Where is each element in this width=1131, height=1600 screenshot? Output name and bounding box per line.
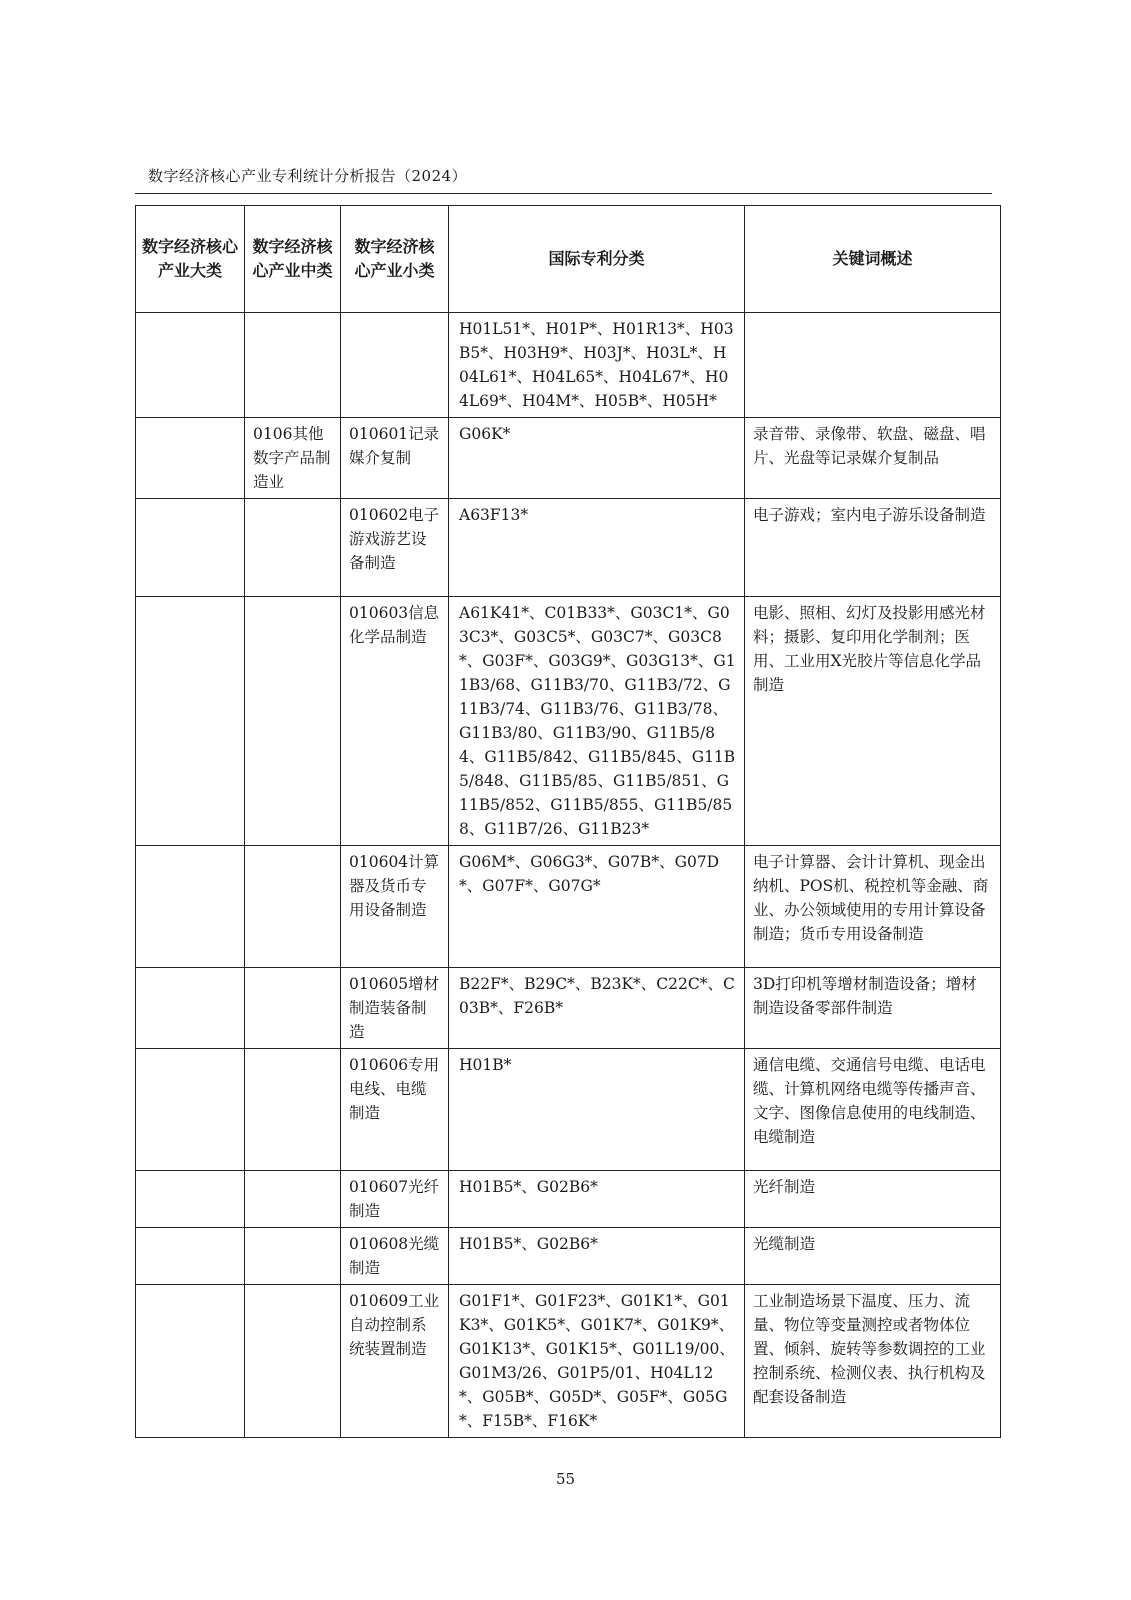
header-major: 数字经济核心产业大类 xyxy=(136,206,245,313)
table-row xyxy=(136,1285,1001,1438)
cell-major xyxy=(136,313,245,418)
classification-table xyxy=(135,205,1001,1438)
cell-ipc: A63F13* xyxy=(449,499,745,597)
cell-middle xyxy=(245,499,341,597)
cell-major xyxy=(136,1171,245,1228)
cell-ipc: H01B* xyxy=(449,1049,745,1171)
cell-ipc: G06M*、G06G3*、G07B*、G07D*、G07F*、G07G* xyxy=(449,846,745,968)
header-ipc: 国际专利分类 xyxy=(449,206,745,313)
cell-middle xyxy=(245,968,341,1049)
cell-ipc: H01B5*、G02B6* xyxy=(449,1228,745,1285)
cell-keywords: 光纤制造 xyxy=(745,1171,1001,1228)
cell-major xyxy=(136,499,245,597)
cell-major xyxy=(136,1285,245,1438)
cell-major xyxy=(136,846,245,968)
header-keywords: 关键词概述 xyxy=(745,206,1001,313)
table-row xyxy=(136,418,1001,499)
cell-keywords: 通信电缆、交通信号电缆、电话电缆、计算机网络电缆等传播声音、文字、图像信息使用的电线制造、电缆制造 xyxy=(745,1049,1001,1171)
cell-ipc: B22F*、B29C*、B23K*、C22C*、C03B*、F26B* xyxy=(449,968,745,1049)
page-number: 55 xyxy=(555,1470,576,1488)
cell-middle xyxy=(245,1285,341,1438)
cell-middle xyxy=(245,1228,341,1285)
cell-minor: 010602电子游戏游艺设备制造 xyxy=(341,499,449,597)
cell-keywords: 光缆制造 xyxy=(745,1228,1001,1285)
table-row xyxy=(136,313,1001,418)
cell-ipc: H01L51*、H01P*、H01R13*、H03B5*、H03H9*、H03J*、H03L*、H04L61*、H04L65*、H04L67*、H04L69*、H04M*、H05B*、H05H* xyxy=(449,313,745,418)
cell-middle xyxy=(245,1049,341,1171)
cell-keywords: 3D打印机等增材制造设备；增材制造设备零部件制造 xyxy=(745,968,1001,1049)
cell-middle xyxy=(245,1171,341,1228)
table-row xyxy=(136,846,1001,968)
cell-major xyxy=(136,418,245,499)
cell-minor: 010607光纤制造 xyxy=(341,1171,449,1228)
cell-middle: 0106其他数字产品制造业 xyxy=(245,418,341,499)
cell-major xyxy=(136,597,245,846)
header-middle: 数字经济核心产业中类 xyxy=(245,206,341,313)
cell-keywords xyxy=(745,313,1001,418)
cell-ipc: G06K* xyxy=(449,418,745,499)
header-minor: 数字经济核心产业小类 xyxy=(341,206,449,313)
cell-major xyxy=(136,1049,245,1171)
cell-keywords: 电子计算器、会计计算机、现金出纳机、POS机、税控机等金融、商业、办公领域使用的专用计算设备制造；货币专用设备制造 xyxy=(745,846,1001,968)
table-header-row xyxy=(136,206,1001,313)
cell-major xyxy=(136,1228,245,1285)
running-header: 数字经济核心产业专利统计分析报告（2024） xyxy=(148,167,468,185)
cell-keywords: 录音带、录像带、软盘、磁盘、唱片、光盘等记录媒介复制品 xyxy=(745,418,1001,499)
cell-ipc: H01B5*、G02B6* xyxy=(449,1171,745,1228)
table-row xyxy=(136,597,1001,846)
cell-minor: 010605增材制造装备制造 xyxy=(341,968,449,1049)
cell-minor: 010606专用电线、电缆制造 xyxy=(341,1049,449,1171)
cell-minor: 010603信息化学品制造 xyxy=(341,597,449,846)
cell-keywords: 电子游戏；室内电子游乐设备制造 xyxy=(745,499,1001,597)
cell-ipc: A61K41*、C01B33*、G03C1*、G03C3*、G03C5*、G03C7*、G03C8*、G03F*、G03G9*、G03G13*、G11B3/68、G11B3/70、G11B3/72、G11B3/74、G11B3/76、G11B3/78、G11B3/80、G11B3/90、G11B5/84、G11B5/842、G11B5/845、G11B5/848、G11B5/85、G11B5/851、G11B5/852、G11B5/855、G11B5/858、G11B7/26、G11B23* xyxy=(449,597,745,846)
cell-minor: 010604计算器及货币专用设备制造 xyxy=(341,846,449,968)
cell-minor xyxy=(341,313,449,418)
table-row xyxy=(136,499,1001,597)
cell-minor: 010608光缆制造 xyxy=(341,1228,449,1285)
cell-major xyxy=(136,968,245,1049)
cell-middle xyxy=(245,846,341,968)
table-row xyxy=(136,1049,1001,1171)
cell-minor: 010609工业自动控制系统装置制造 xyxy=(341,1285,449,1438)
cell-ipc: G01F1*、G01F23*、G01K1*、G01K3*、G01K5*、G01K7*、G01K9*、G01K13*、G01K15*、G01L19/00、G01M3/26、G01P5/01、H04L12*、G05B*、G05D*、G05F*、G05G*、F15B*、F16K* xyxy=(449,1285,745,1438)
cell-minor: 010601记录媒介复制 xyxy=(341,418,449,499)
header-rule xyxy=(135,193,992,194)
cell-keywords: 电影、照相、幻灯及投影用感光材料；摄影、复印用化学制剂；医用、工业用X光胶片等信息化学品制造 xyxy=(745,597,1001,846)
table-row xyxy=(136,1171,1001,1228)
table-row xyxy=(136,1228,1001,1285)
cell-middle xyxy=(245,597,341,846)
cell-keywords: 工业制造场景下温度、压力、流量、物位等变量测控或者物体位置、倾斜、旋转等参数调控的工业控制系统、检测仪表、执行机构及配套设备制造 xyxy=(745,1285,1001,1438)
table-row xyxy=(136,968,1001,1049)
cell-middle xyxy=(245,313,341,418)
